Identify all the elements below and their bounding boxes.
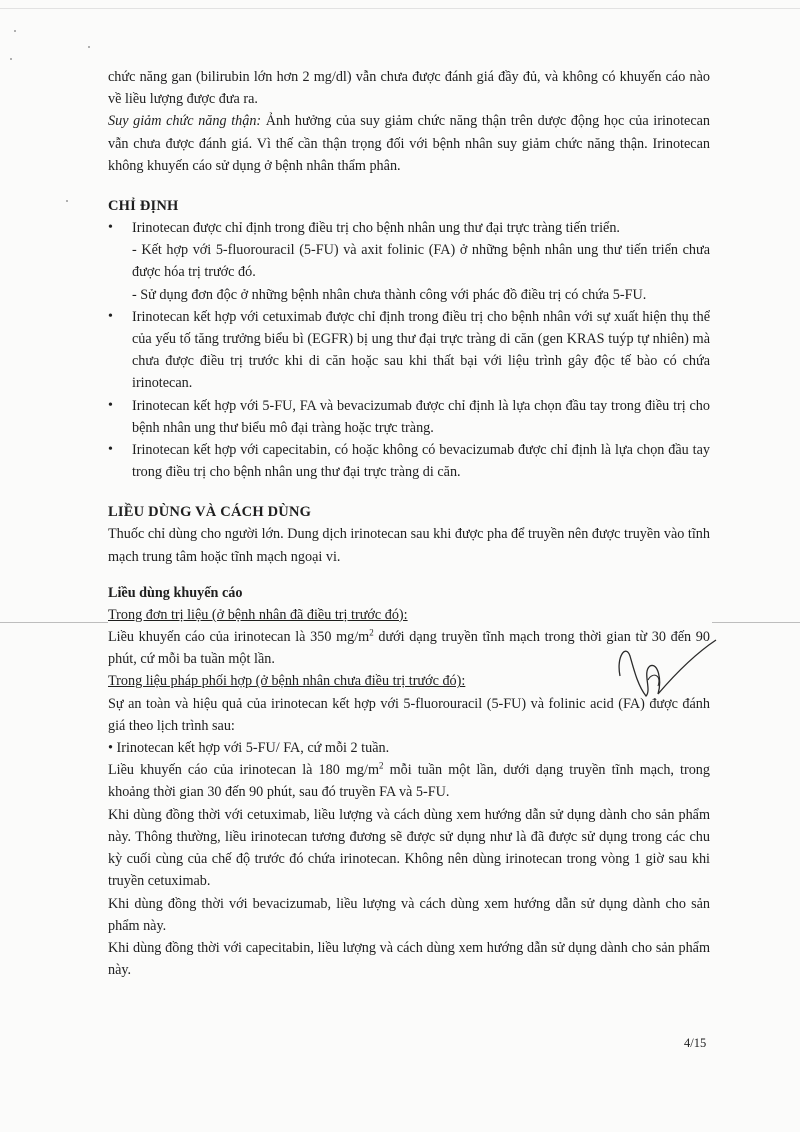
combination-text: Sự an toàn và hiệu quả của irinotecan kết hợp với 5-fluorouracil (5-FU) và folinic acid (FA) được đánh giá theo lịch trình sau: [108, 695, 710, 734]
combination-label: Trong liệu pháp phối hợp (ở bệnh nhân chưa điều trị trước đó): [108, 673, 466, 690]
indications-heading: CHỈ ĐỊNH [108, 198, 179, 215]
scan-fold-line [712, 622, 800, 623]
indication-4: Irinotecan kết hợp với capecitabin, có hoặc không có bevacizumab được chỉ định là lựa chọn đầu tay trong điều trị cho bệnh nhân ung thư đại trực tràng di căn. [132, 442, 710, 481]
recommended-dose-heading: Liều dùng khuyến cáo [108, 584, 243, 601]
cetuximab-paragraph: Khi dùng đồng thời với cetuximab, liều lượng và cách dùng xem hướng dẫn sử dụng dành cho sản phẩm này. Thông thường, liều irinotecan tương đương sẽ được sử dụng như là đã được sử dụng trong các chu kỳ cuối cùng của chế độ trước đó chứa irinotecan. Không nên dùng irinotecan trong vòng 1 giờ sau khi truyền cetuximab. [108, 806, 710, 890]
indication-3: Irinotecan kết hợp với 5-FU, FA và bevacizumab được chỉ định là lựa chọn đầu tay trong điều trị cho bệnh nhân ung thư biểu mô đại tràng hoặc trực tràng. [132, 397, 710, 436]
dosage-heading: LIỀU DÙNG VÀ CÁCH DÙNG [108, 504, 312, 521]
combination-bullet: • Irinotecan kết hợp với 5-FU/ FA, cứ mỗi 2 tuần. [108, 740, 390, 757]
scan-speck [14, 30, 16, 32]
handwritten-signature [612, 636, 722, 708]
indication-1-sub-1: - Kết hợp với 5-fluorouracil (5-FU) và axit folinic (FA) ở những bệnh nhân ung thư tiến triển chưa được hóa trị trước đó. [132, 242, 710, 281]
renal-paragraph [108, 110, 710, 177]
indications-list [108, 217, 710, 483]
dosage-intro: Thuốc chỉ dùng cho người lớn. Dung dịch irinotecan sau khi được pha để truyền nên được truyền vào tĩnh mạch trung tâm hoặc tĩnh mạch ngoại vi. [108, 526, 710, 565]
renal-text: Ảnh hưởng của suy giảm chức năng thận trên dược động học của irinotecan vẫn chưa được đánh giá. Vì thế cần thận trọng đối với bệnh nhân suy giảm chức năng thận. Irinotecan không khuyến cáo sử dụng ở bệnh nhân thẩm phân. [108, 113, 711, 174]
list-item [108, 217, 710, 306]
scan-fold-line [0, 622, 108, 623]
combination-dose [108, 759, 710, 803]
scan-speck [10, 58, 12, 60]
indication-1-sub-2: - Sử dụng đơn độc ở những bệnh nhân chưa thành công với phác đồ điều trị có chứa 5-FU. [132, 286, 647, 303]
combination-dose-text-cont: mỗi tuần một lần, dưới dạng truyền tĩnh mạch, trong khoảng thời gian 30 đến 90 phút, sau đó truyền FA và 5-FU. [108, 762, 710, 801]
list-item [108, 306, 710, 395]
monotherapy-dose-text-cont: dưới dạng truyền tĩnh mạch trong thời gian từ 30 đến 90 phút, cứ mỗi ba tuần một lần. [108, 629, 710, 668]
hepatic-text: chức năng gan (bilirubin lớn hơn 2 mg/dl) vẫn chưa được đánh giá đầy đủ, và không có khuyến cáo nào về liều lượng được đưa ra. [108, 69, 710, 108]
page-number: 4/15 [684, 1036, 707, 1050]
scan-speck [66, 200, 68, 202]
monotherapy-dose-text: Liều khuyến cáo của irinotecan là 350 mg/m [108, 629, 370, 646]
monotherapy-label: Trong đơn trị liệu (ở bệnh nhân đã điều trị trước đó): [108, 606, 408, 623]
indication-1: Irinotecan được chỉ định trong điều trị cho bệnh nhân ung thư đại trực tràng tiến triển. [132, 220, 620, 237]
superscript: 2 [369, 627, 374, 638]
scan-speck [88, 46, 90, 48]
indication-2: Irinotecan kết hợp với cetuximab được chỉ định trong điều trị cho bệnh nhân với sự xuất hiện thụ thể của yếu tố tăng trưởng biểu bì (EGFR) bị ung thư đại trực tràng di căn (gen KRAS tuýp tự nhiên) mà chưa được điều trị trước khi di căn hoặc sau khi thất bại với liệu trình gây độc tế bào có chứa irinotecan. [132, 308, 710, 392]
document-page [108, 66, 710, 981]
renal-label: Suy giảm chức năng thận: [108, 113, 262, 130]
combination-dose-text: Liều khuyến cáo của irinotecan là 180 mg/m [108, 762, 379, 779]
capecitabin-paragraph: Khi dùng đồng thời với capecitabin, liều lượng và cách dùng xem hướng dẫn sử dụng dành cho sản phẩm này. [108, 939, 710, 979]
list-item [108, 439, 710, 483]
superscript: 2 [379, 760, 384, 771]
scan-edge-line [0, 8, 800, 9]
bevacizumab-paragraph: Khi dùng đồng thời với bevacizumab, liều lượng và cách dùng xem hướng dẫn sử dụng dành cho sản phẩm này. [108, 895, 710, 934]
list-item [108, 395, 710, 439]
